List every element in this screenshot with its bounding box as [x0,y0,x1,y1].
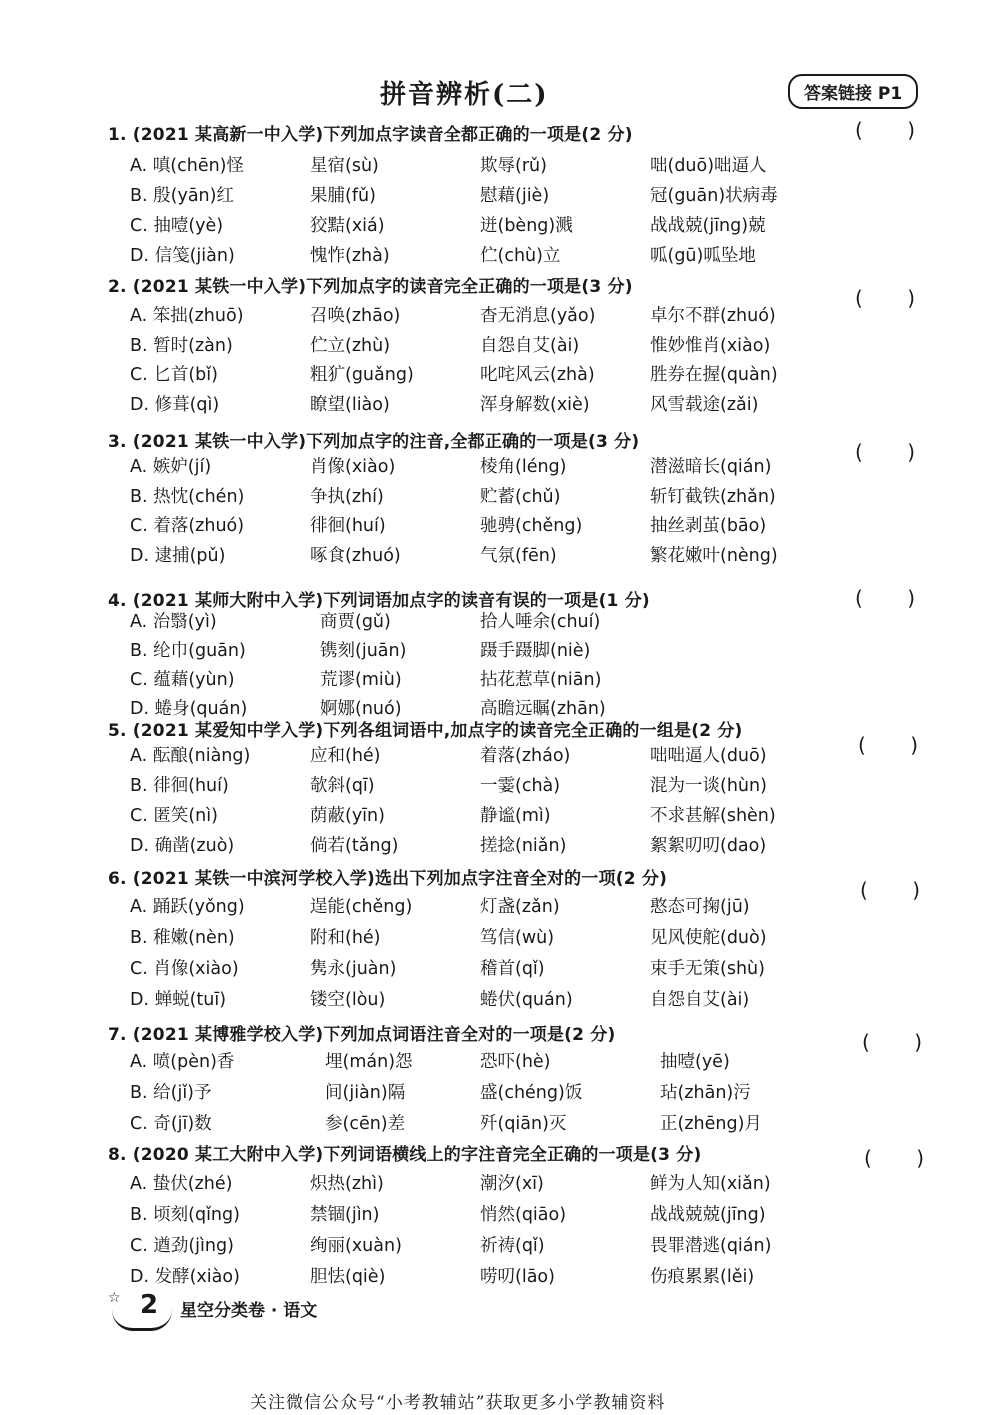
option-term: 束手无策(shù) [650,959,765,979]
option-term: 一霎(chà) [480,776,561,796]
option-term: 憨态可掬(jū) [650,897,750,917]
option-term: 应和(hé) [310,746,381,766]
option-label-term: C. 着落(zhuó) [130,516,245,536]
option-term: 隽永(juàn) [310,959,397,979]
option-term: 自怨自艾(ài) [650,990,750,1010]
option-term: 惟妙惟肖(xiào) [650,335,771,356]
option-term: 战战兢兢(jīng) [650,1205,766,1225]
book-title: 星空分类卷 · 语文 [180,1301,318,1321]
answer-blank[interactable]: ( ) [860,878,921,902]
option-term: 玷(zhān)污 [660,1083,751,1103]
option-term: 胆怯(qiè) [310,1267,386,1287]
question-stem: 1. (2021 某高新一中入学)下列加点字读音全都正确的一项是(2 分) [108,125,633,145]
option-term: 自怨自艾(ài) [480,335,580,356]
option-term: 悄然(qiāo) [480,1205,567,1225]
star-icon: ☆ [108,1290,121,1306]
option-term: 绚丽(xuàn) [310,1236,402,1256]
option-label-term: B. 殷(yān)红 [130,186,234,206]
option-term: 冠(guān)状病毒 [650,186,778,206]
option-label-term: C. 蕴藉(yùn) [130,670,235,690]
option-label-term: A. 喷(pèn)香 [130,1052,235,1072]
option-term: 鲜为人知(xiǎn) [650,1174,771,1194]
option-term: 抽噎(yē) [660,1052,730,1072]
option-term: 贮蓄(chǔ) [480,486,561,507]
option-label-term: B. 给(jǐ)予 [130,1083,212,1103]
option-label-term: A. 酝酿(niàng) [130,746,251,766]
option-term: 蜷伏(quán) [480,990,573,1010]
option-label-term: D. 逮捕(pǔ) [130,545,226,566]
option-term: 伤痕累累(lěi) [650,1267,755,1287]
question-stem: 4. (2021 某师大附中入学)下列词语加点字的读音有误的一项是(1 分) [108,591,650,611]
option-term: 瞭望(liào) [310,394,390,415]
option-term: 斩钉截铁(zhǎn) [650,486,776,507]
option-term: 稽首(qǐ) [480,959,545,979]
option-term: 倘若(tǎng) [310,836,399,856]
option-term: 絮絮叨叨(dao) [650,836,767,856]
option-term: 欺辱(rǔ) [480,156,547,176]
option-term: 婀娜(nuó) [320,699,402,719]
option-label-term: B. 徘徊(huí) [130,776,229,796]
option-term: 狡黠(xiá) [310,216,385,236]
option-term: 欹斜(qī) [310,776,375,796]
option-term: 果脯(fǔ) [310,186,376,206]
option-term: 炽热(zhì) [310,1174,384,1194]
option-term: 浑身解数(xiè) [480,394,590,415]
option-term: 争执(zhí) [310,486,384,507]
option-term: 蹑手蹑脚(niè) [480,641,591,661]
option-label-term: D. 信笺(jiàn) [130,246,235,266]
option-label-term: A. 嫉妒(jí) [130,457,212,477]
option-term: 灯盏(zǎn) [480,897,560,917]
option-term: 逞能(chěng) [310,897,413,917]
option-label-term: D. 确凿(zuò) [130,836,235,856]
option-term: 畏罪潜逃(qián) [650,1236,772,1256]
option-term: 间(jiàn)隔 [325,1083,406,1103]
option-label-term: D. 蝉蜕(tuī) [130,990,227,1010]
option-term: 禁锢(jìn) [310,1205,380,1225]
option-label-term: C. 匕首(bǐ) [130,365,218,385]
option-label-term: C. 奇(jī)数 [130,1114,212,1134]
option-term: 星宿(sù) [310,156,379,176]
option-term: 潮汐(xī) [480,1174,544,1194]
option-label-term: D. 蜷身(quán) [130,699,248,719]
option-term: 拾人唾余(chuí) [480,612,601,632]
option-label-term: A. 笨拙(zhuō) [130,306,244,326]
option-term: 笃信(wù) [480,928,555,948]
option-term: 荒谬(miù) [320,670,402,690]
option-term: 咄咄逼人(duō) [650,746,767,766]
option-term: 卓尔不群(zhuó) [650,306,776,326]
option-term: 高瞻远瞩(zhān) [480,699,606,719]
question-stem: 5. (2021 某爱知中学入学)下列各组词语中,加点字的读音完全正确的一组是(2 分) [108,721,743,741]
option-term: 驰骋(chěng) [480,516,583,536]
option-term: 附和(hé) [310,928,381,948]
option-term: 慰藉(jiè) [480,186,550,206]
option-term: 参(cēn)差 [325,1114,406,1134]
option-term: 拈花惹草(niān) [480,670,602,690]
option-term: 召唤(zhāo) [310,306,401,326]
option-term: 伫(chù)立 [480,246,561,266]
option-term: 迸(bèng)溅 [480,216,573,236]
option-term: 繁花嫩叶(nèng) [650,545,778,566]
option-label-term: B. 暂时(zàn) [130,335,233,356]
option-term: 杳无消息(yǎo) [480,306,596,326]
option-label-term: A. 嗔(chēn)怪 [130,156,245,176]
option-label-term: C. 遒劲(jìng) [130,1236,234,1256]
answer-blank[interactable]: ( ) [864,1146,925,1170]
option-term: 镌刻(juān) [320,641,407,661]
option-term: 歼(qiān)灭 [480,1114,567,1134]
option-term: 气氛(fēn) [480,545,557,566]
question-stem: 6. (2021 某铁一中滨河学校入学)选出下列加点字注音全对的一项(2 分) [108,869,668,889]
answer-blank[interactable]: ( ) [855,586,916,610]
option-label-term: C. 匿笑(nì) [130,806,218,826]
option-term: 埋(mán)怨 [325,1052,413,1072]
option-label-term: B. 稚嫩(nèn) [130,928,235,948]
page-title: 拼音辨析(二) [380,80,549,110]
option-term: 粗犷(guǎng) [310,365,414,385]
option-term: 商贾(gǔ) [320,612,391,632]
option-term: 恐吓(hè) [480,1052,551,1072]
option-label-term: D. 发酵(xiào) [130,1267,240,1287]
answer-blank[interactable]: ( ) [862,1030,923,1054]
option-term: 着落(zháo) [480,746,571,766]
option-term: 盛(chéng)饭 [480,1083,583,1103]
option-term: 叱咤风云(zhà) [480,365,595,385]
option-term: 胜券在握(quàn) [650,365,778,385]
option-label-term: A. 踊跃(yǒng) [130,897,245,917]
option-label-term: C. 肖像(xiào) [130,959,239,979]
answer-blank[interactable]: ( ) [855,440,916,464]
option-label-term: B. 热忱(chén) [130,486,245,507]
option-label-term: C. 抽噎(yè) [130,216,224,236]
option-term: 徘徊(huí) [310,516,386,536]
option-term: 棱角(léng) [480,457,567,477]
option-term: 啄食(zhuó) [310,545,401,566]
option-term: 肖像(xiào) [310,457,396,477]
option-term: 伫立(zhù) [310,335,391,356]
option-term: 正(zhēng)月 [660,1114,762,1134]
question-stem: 3. (2021 某铁一中入学)下列加点字的注音,全都正确的一项是(3 分) [108,432,640,452]
option-term: 混为一谈(hùn) [650,776,767,796]
option-term: 见风使舵(duò) [650,928,767,948]
question-stem: 8. (2020 某工大附中入学)下列词语横线上的字注音完全正确的一项是(3 分) [108,1145,702,1165]
option-label-term: A. 蛰伏(zhé) [130,1174,233,1194]
option-term: 呱(gū)呱坠地 [650,246,756,266]
option-term: 咄(duō)咄逼人 [650,156,767,176]
option-label-term: B. 顷刻(qǐng) [130,1205,240,1225]
page-number: 2 [140,1290,159,1320]
option-term: 搓捻(niǎn) [480,836,567,856]
option-term: 唠叨(lāo) [480,1267,555,1287]
option-term: 祈祷(qǐ) [480,1236,545,1256]
question-stem: 7. (2021 某博雅学校入学)下列加点词语注音全对的一项是(2 分) [108,1025,616,1045]
answer-blank[interactable]: ( ) [858,733,919,757]
option-label-term: B. 纶巾(guān) [130,641,246,661]
answer-link-badge: 答案链接 P1 [788,74,918,109]
answer-blank[interactable]: ( ) [855,286,916,310]
option-term: 愧怍(zhà) [310,246,390,266]
footer-note: 关注微信公众号“小考教辅站”获取更多小学教辅资料 [250,1393,666,1413]
question-stem: 2. (2021 某铁一中入学)下列加点字的读音完全正确的一项是(3 分) [108,277,633,297]
option-term: 战战兢(jīng)兢 [650,216,766,236]
option-term: 不求甚解(shèn) [650,806,776,826]
option-term: 潜滋暗长(qián) [650,457,772,477]
option-term: 镂空(lòu) [310,990,386,1010]
option-term: 风雪载途(zǎi) [650,394,759,415]
option-label-term: A. 治翳(yì) [130,612,217,632]
option-term: 静谧(mì) [480,806,551,826]
option-term: 荫蔽(yīn) [310,806,385,826]
answer-blank[interactable]: ( ) [855,118,916,142]
option-label-term: D. 修葺(qì) [130,394,220,415]
option-term: 抽丝剥茧(bāo) [650,516,767,536]
